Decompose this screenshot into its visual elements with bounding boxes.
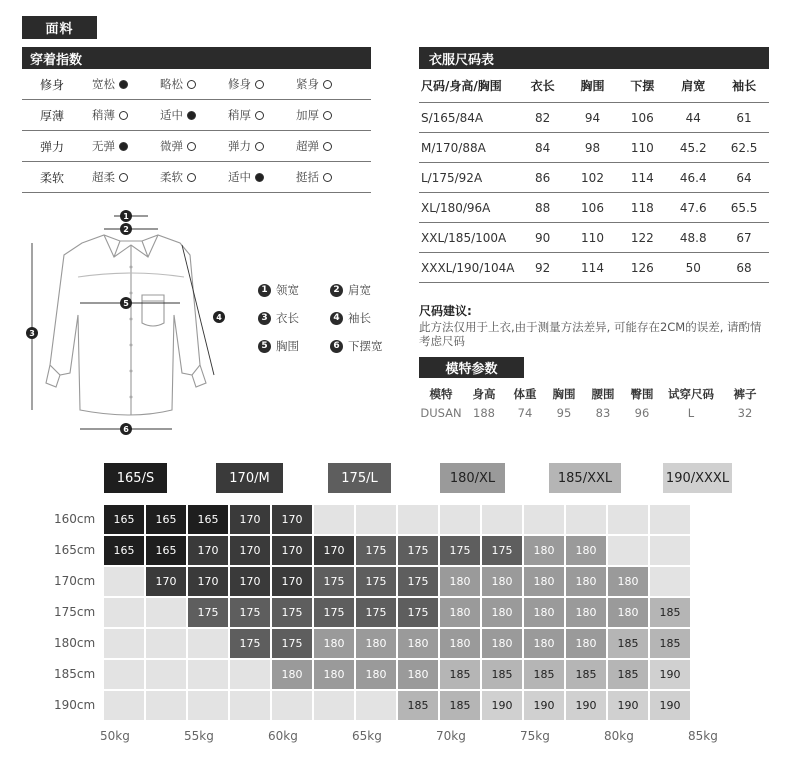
size-table-row (419, 253, 769, 283)
shirt-diagram (22, 205, 242, 440)
model-column-header: 腰围 (591, 386, 615, 401)
size-table-cell: 102 (581, 170, 604, 185)
wear-index-header: 穿着指数 (22, 47, 371, 69)
size-cell-180: 180 (356, 660, 396, 689)
size-cell-170: 170 (314, 536, 354, 565)
height-label: 190cm (54, 698, 96, 712)
size-cell-175: 175 (188, 598, 228, 627)
size-table-cell: 46.4 (679, 170, 707, 185)
weight-label: 70kg (436, 729, 466, 743)
size-table-cell: XL/180/96A (421, 200, 491, 215)
size-cell-175: 175 (314, 598, 354, 627)
empty-cell (356, 691, 396, 720)
size-cell-180: 180 (608, 598, 648, 627)
fabric-header: 面料 (22, 16, 97, 39)
svg-text:1: 1 (123, 212, 129, 221)
svg-text:3: 3 (29, 329, 35, 338)
legend-item-下摆宽 (330, 338, 383, 354)
size-cell-175: 175 (272, 629, 312, 658)
size-cell-170: 170 (230, 505, 270, 534)
size-table-column-header: 袖长 (732, 79, 757, 93)
unselected-dot-icon (119, 173, 128, 182)
legend-label: 肩宽 (348, 283, 371, 297)
wear-option-label: 微弹 (160, 139, 183, 153)
size-cell-165: 165 (104, 536, 144, 565)
empty-cell (524, 505, 564, 534)
size-cell-185: 185 (608, 629, 648, 658)
size-cell-175: 175 (356, 536, 396, 565)
model-column-header: 模特 (429, 386, 453, 401)
empty-cell (188, 629, 228, 658)
size-table-cell: 106 (630, 110, 654, 125)
size-table-row (419, 193, 769, 223)
size-cell-180: 180 (524, 598, 564, 627)
size-table-column-header: 尺码/身高/胸围 (421, 79, 502, 93)
size-table-cell: 86 (535, 170, 551, 185)
empty-cell (440, 505, 480, 534)
size-table-header: 衣服尺码表 (419, 47, 769, 69)
unselected-dot-icon (323, 142, 332, 151)
size-cell-180: 180 (440, 567, 480, 596)
wear-row-label: 弹力 (40, 139, 65, 154)
height-label: 185cm (54, 667, 96, 681)
size-cell-165: 165 (146, 536, 186, 565)
model-column-header: 试穿尺码 (668, 386, 714, 401)
size-cell-185: 185 (482, 660, 522, 689)
empty-cell (146, 660, 186, 689)
model-value: 83 (595, 405, 611, 420)
legend-label: 衣长 (276, 311, 299, 325)
wear-option (228, 107, 296, 123)
wear-option-label: 适中 (160, 108, 183, 122)
empty-cell (104, 660, 144, 689)
legend-item-衣长 (258, 310, 299, 326)
empty-cell (314, 691, 354, 720)
number-5-icon: 5 (258, 340, 271, 353)
advice-title: 尺码建议: (419, 304, 472, 318)
unselected-dot-icon (187, 173, 196, 182)
wear-option-label: 稍厚 (228, 108, 251, 122)
weight-label: 85kg (688, 729, 718, 743)
wear-row-label: 柔软 (40, 170, 65, 185)
selected-dot-icon (119, 142, 128, 151)
size-cell-170: 170 (272, 567, 312, 596)
size-table-cell: M/170/88A (421, 140, 486, 155)
empty-cell (146, 691, 186, 720)
weight-label: 50kg (100, 729, 130, 743)
wear-option (228, 138, 296, 154)
wear-option (296, 107, 364, 123)
model-value: 74 (517, 405, 533, 420)
size-cell-175: 175 (356, 598, 396, 627)
size-cell-185: 185 (440, 691, 480, 720)
size-table-cell: 64 (736, 170, 752, 185)
unselected-dot-icon (255, 142, 264, 151)
height-label: 170cm (54, 574, 96, 588)
wear-option (160, 138, 228, 154)
empty-cell (272, 691, 312, 720)
unselected-dot-icon (119, 111, 128, 120)
size-cell-175: 175 (356, 567, 396, 596)
wear-row (22, 162, 371, 193)
size-table-column-header: 胸围 (580, 79, 605, 93)
unselected-dot-icon (187, 80, 196, 89)
unselected-dot-icon (255, 111, 264, 120)
legend-item-胸围 (258, 338, 299, 354)
size-cell-180: 180 (524, 536, 564, 565)
wear-row (22, 69, 371, 100)
size-table-row (419, 133, 769, 163)
size-table-cell: 114 (630, 170, 654, 185)
wear-index-table (22, 69, 371, 193)
size-table-cell: 88 (535, 200, 551, 215)
size-cell-170: 170 (272, 505, 312, 534)
size-cell-190: 190 (482, 691, 522, 720)
empty-cell (356, 505, 396, 534)
height-label: 165cm (54, 543, 96, 557)
svg-text:4: 4 (216, 313, 222, 322)
wear-option (92, 169, 160, 185)
empty-cell (608, 505, 648, 534)
size-table-row (419, 223, 769, 253)
unselected-dot-icon (323, 111, 332, 120)
size-cell-170: 170 (230, 536, 270, 565)
unselected-dot-icon (187, 142, 196, 151)
empty-cell (104, 598, 144, 627)
size-table-cell: 110 (630, 140, 654, 155)
size-table-cell: 67 (736, 230, 752, 245)
size-table-cell: 92 (535, 260, 551, 275)
size-cell-175: 175 (398, 567, 438, 596)
number-2-icon: 2 (330, 284, 343, 297)
size-tag-190-xxxl: 190/XXXL (663, 463, 732, 493)
weight-label: 75kg (520, 729, 550, 743)
shirt-illustration (22, 205, 242, 440)
size-table-cell: S/165/84A (421, 110, 484, 125)
empty-cell (104, 629, 144, 658)
size-cell-185: 185 (650, 598, 690, 627)
legend-item-袖长 (330, 310, 371, 326)
size-cell-180: 180 (566, 536, 606, 565)
size-cell-170: 170 (188, 567, 228, 596)
wear-row (22, 131, 371, 162)
size-table-cell: 94 (584, 110, 601, 125)
selected-dot-icon (119, 80, 128, 89)
size-table-row (419, 163, 769, 193)
size-table-row (419, 103, 769, 133)
wear-option-label: 柔软 (160, 170, 183, 184)
height-label: 180cm (54, 636, 96, 650)
empty-cell (146, 598, 186, 627)
wear-option (228, 169, 296, 185)
size-cell-185: 185 (524, 660, 564, 689)
empty-cell (104, 691, 144, 720)
wear-option (160, 169, 228, 185)
size-cell-180: 180 (566, 598, 606, 627)
svg-text:2: 2 (123, 225, 129, 234)
wear-option-label: 超柔 (92, 170, 115, 184)
wear-option-label: 稍薄 (92, 108, 115, 122)
empty-cell (230, 691, 270, 720)
unselected-dot-icon (323, 80, 332, 89)
wear-option-label: 适中 (228, 170, 251, 184)
size-table-cell: 126 (630, 260, 654, 275)
height-label: 175cm (54, 605, 96, 619)
wear-option (92, 76, 160, 92)
wear-option-label: 略松 (160, 77, 183, 91)
size-table-cell: 84 (535, 140, 551, 155)
size-cell-165: 165 (188, 505, 228, 534)
size-table-cell: 62.5 (730, 140, 758, 155)
size-cell-180: 180 (482, 567, 522, 596)
model-value: 96 (634, 405, 650, 420)
model-value: L (687, 405, 695, 420)
size-cell-170: 170 (230, 567, 270, 596)
legend-item-领宽 (258, 282, 299, 298)
size-cell-190: 190 (650, 660, 690, 689)
size-cell-180: 180 (272, 660, 312, 689)
size-table-cell: 65.5 (730, 200, 758, 215)
size-cell-165: 165 (104, 505, 144, 534)
size-cell-180: 180 (314, 660, 354, 689)
size-table-cell: 47.6 (679, 200, 707, 215)
size-table-header-row (419, 69, 769, 103)
wear-option-label: 无弹 (92, 139, 115, 153)
model-value: 95 (556, 405, 572, 420)
empty-cell (650, 505, 690, 534)
wear-option (160, 107, 228, 123)
size-table (419, 69, 769, 283)
size-cell-175: 175 (314, 567, 354, 596)
size-table-cell: 44 (685, 110, 701, 125)
size-tag-175-l: 175/L (328, 463, 391, 493)
size-table-column-header: 衣长 (530, 79, 555, 93)
wear-row-label: 修身 (40, 77, 65, 92)
wear-option-label: 紧身 (296, 77, 319, 91)
advice-text: 此方法仅用于上衣,由于测量方法差异, 可能存在2CM的误差, 请酌情考虑尺码 (419, 320, 762, 348)
size-table-cell: 61 (736, 110, 752, 125)
model-value: DUSAN (420, 405, 462, 420)
model-column-header: 体重 (513, 386, 537, 401)
wear-option-label: 宽松 (92, 77, 115, 91)
size-cell-180: 180 (440, 598, 480, 627)
wear-option (296, 76, 364, 92)
size-cell-185: 185 (440, 660, 480, 689)
height-label: 160cm (54, 512, 96, 526)
size-cell-180: 180 (440, 629, 480, 658)
size-cell-180: 180 (608, 567, 648, 596)
size-cell-170: 170 (146, 567, 186, 596)
wear-row-label: 厚薄 (40, 108, 65, 123)
model-value: 32 (737, 405, 753, 420)
size-table-cell: XXL/185/100A (421, 230, 507, 245)
empty-cell (608, 536, 648, 565)
model-value: 188 (473, 405, 495, 420)
empty-cell (188, 691, 228, 720)
empty-cell (482, 505, 522, 534)
size-cell-180: 180 (566, 629, 606, 658)
size-cell-180: 180 (314, 629, 354, 658)
wear-option (228, 76, 296, 92)
model-table (419, 384, 769, 422)
size-table-cell: L/175/92A (421, 170, 483, 185)
size-table-cell: 82 (535, 110, 551, 125)
size-cell-180: 180 (524, 629, 564, 658)
empty-cell (650, 567, 690, 596)
empty-cell (314, 505, 354, 534)
model-values-row (419, 403, 769, 422)
wear-option-label: 修身 (228, 77, 251, 91)
size-cell-180: 180 (482, 598, 522, 627)
model-column-header: 裤子 (733, 386, 757, 401)
empty-cell (230, 660, 270, 689)
size-cell-185: 185 (398, 691, 438, 720)
legend-item-肩宽 (330, 282, 371, 298)
size-table-cell: XXXL/190/104A (421, 260, 515, 275)
size-cell-175: 175 (482, 536, 522, 565)
size-cell-175: 175 (398, 536, 438, 565)
empty-cell (650, 536, 690, 565)
size-cell-180: 180 (524, 567, 564, 596)
size-cell-175: 175 (230, 598, 270, 627)
wear-option (160, 76, 228, 92)
size-cell-170: 170 (272, 536, 312, 565)
size-cell-180: 180 (398, 629, 438, 658)
wear-option (296, 138, 364, 154)
size-cell-180: 180 (482, 629, 522, 658)
wear-option (92, 107, 160, 123)
size-table-column-header: 肩宽 (681, 79, 706, 93)
wear-row (22, 100, 371, 131)
size-table-cell: 114 (581, 260, 604, 275)
selected-dot-icon (255, 173, 264, 182)
wear-option-label: 加厚 (296, 108, 319, 122)
wear-option-label: 挺括 (296, 170, 319, 184)
size-tags (0, 463, 790, 493)
size-cell-180: 180 (566, 567, 606, 596)
legend-label: 袖长 (348, 311, 371, 325)
size-table-cell: 90 (535, 230, 551, 245)
size-cell-190: 190 (524, 691, 564, 720)
weight-label: 55kg (184, 729, 214, 743)
size-tag-165-s: 165/S (104, 463, 167, 493)
weight-label: 80kg (604, 729, 634, 743)
legend-label: 下摆宽 (348, 339, 383, 353)
size-cell-185: 185 (650, 629, 690, 658)
size-table-cell: 106 (581, 200, 604, 215)
size-table-cell: 68 (736, 260, 752, 275)
wear-option (92, 138, 160, 154)
number-6-icon: 6 (330, 340, 343, 353)
size-table-cell: 110 (581, 230, 604, 245)
size-table-cell: 122 (630, 230, 654, 245)
size-cell-180: 180 (398, 660, 438, 689)
size-cell-185: 185 (566, 660, 606, 689)
size-table-column-header: 下摆 (630, 79, 655, 93)
size-table-cell: 50 (685, 260, 701, 275)
empty-cell (188, 660, 228, 689)
number-1-icon: 1 (258, 284, 271, 297)
size-cell-190: 190 (566, 691, 606, 720)
size-cell-175: 175 (272, 598, 312, 627)
model-header-row (419, 384, 769, 403)
wear-option (296, 169, 364, 185)
size-cell-180: 180 (356, 629, 396, 658)
size-table-cell: 98 (584, 140, 601, 155)
size-cell-185: 185 (608, 660, 648, 689)
svg-text:6: 6 (123, 425, 129, 434)
legend-label: 胸围 (276, 339, 299, 353)
model-column-header: 臀围 (630, 386, 654, 401)
model-header: 模特参数 (419, 357, 524, 378)
size-cell-165: 165 (146, 505, 186, 534)
size-tag-185-xxl: 185/XXL (549, 463, 621, 493)
model-column-header: 身高 (472, 386, 496, 401)
empty-cell (104, 567, 144, 596)
unselected-dot-icon (255, 80, 264, 89)
selected-dot-icon (187, 111, 196, 120)
svg-text:5: 5 (123, 299, 129, 308)
size-tag-170-m: 170/M (216, 463, 283, 493)
unselected-dot-icon (323, 173, 332, 182)
size-table-cell: 118 (630, 200, 654, 215)
size-cell-175: 175 (230, 629, 270, 658)
number-3-icon: 3 (258, 312, 271, 325)
size-tag-180-xl: 180/XL (440, 463, 505, 493)
model-column-header: 胸围 (552, 386, 576, 401)
wear-option-label: 弹力 (228, 139, 251, 153)
size-cell-190: 190 (608, 691, 648, 720)
number-4-icon: 4 (330, 312, 343, 325)
size-cell-175: 175 (440, 536, 480, 565)
size-table-cell: 45.2 (679, 140, 707, 155)
empty-cell (398, 505, 438, 534)
empty-cell (146, 629, 186, 658)
size-cell-170: 170 (188, 536, 228, 565)
wear-option-label: 超弹 (296, 139, 319, 153)
weight-label: 65kg (352, 729, 382, 743)
size-cell-175: 175 (398, 598, 438, 627)
size-cell-190: 190 (650, 691, 690, 720)
size-table-cell: 48.8 (679, 230, 707, 245)
weight-label: 60kg (268, 729, 298, 743)
legend-label: 领宽 (276, 283, 299, 297)
empty-cell (566, 505, 606, 534)
